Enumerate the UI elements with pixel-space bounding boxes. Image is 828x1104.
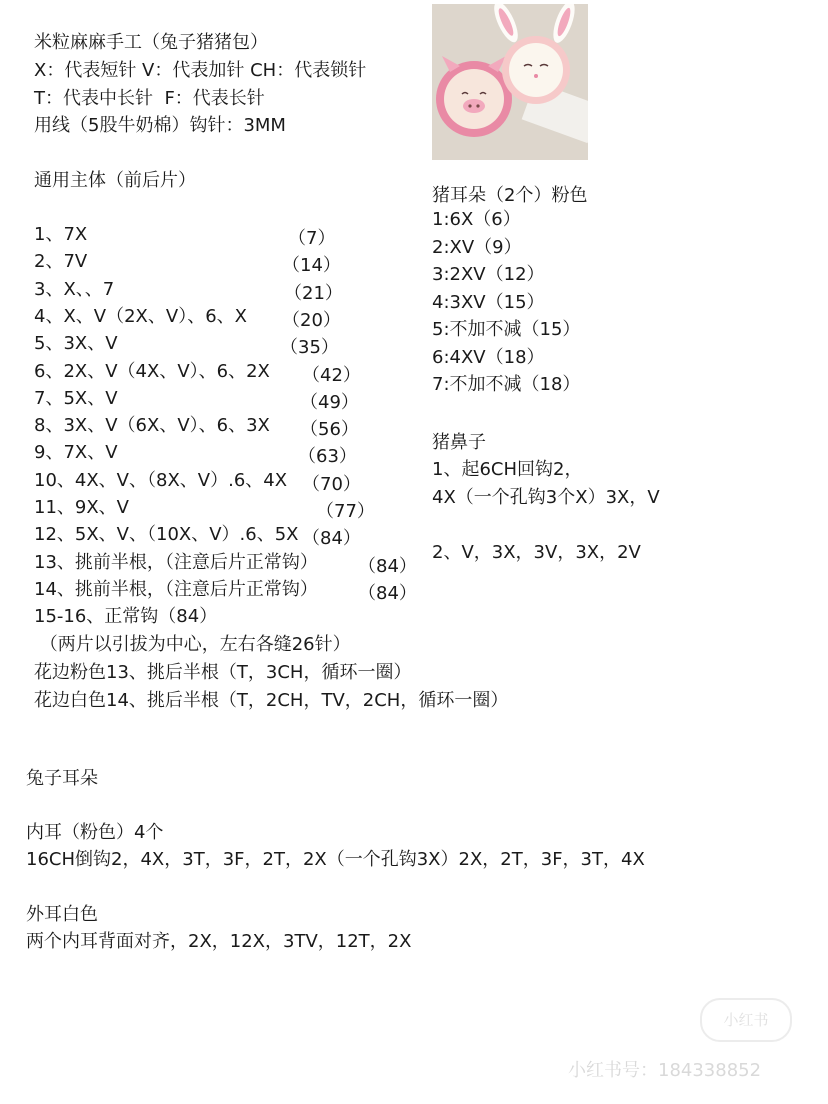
main-row-count: （20） xyxy=(282,309,341,331)
main-row-count: （42） xyxy=(302,364,361,386)
main-row: 7、5X、V xyxy=(34,387,118,409)
inner-ear-row: 16CH倒钩2，4X，3T，3F，2T，2X（一个孔钩3X）2X，2T，3F，3T，4X xyxy=(26,849,645,870)
main-row-count: （84） xyxy=(358,555,417,577)
main-row: 10、4X、V、（8X、V）.6、4X xyxy=(34,469,288,491)
main-row-count: （84） xyxy=(302,528,361,550)
pig-ear-row: 3:2XV（12） xyxy=(432,264,545,285)
main-row-count: （7） xyxy=(288,228,336,249)
main-row: 5、3X、V xyxy=(34,333,118,355)
watermark-id: 小红书号：184338852 xyxy=(568,1060,762,1081)
main-row-count: （63） xyxy=(298,446,357,468)
main-row-count: （77） xyxy=(316,501,375,522)
main-row-count: （14） xyxy=(282,255,341,277)
main-row: 6、2X、V（4X、V）、6、2X xyxy=(34,360,270,382)
edge-pink-row: 花边粉色13、挑后半根（T，3CH，循环一圈） xyxy=(34,662,412,683)
pig-nose-row-1: 1、起6CH回钩2， xyxy=(432,459,583,480)
main-row: 11、9X、V xyxy=(34,497,130,518)
document-title: 米粒麻麻手工（兔子猪猪包） xyxy=(34,32,268,53)
pig-ear-row: 2:XV（9） xyxy=(432,236,522,258)
pig-ear-heading: 猪耳朵（2个）粉色 xyxy=(432,185,588,206)
main-row: 14、挑前半根，（注意后片正常钩） xyxy=(34,578,318,600)
pig-ear-row: 5:不加不减（15） xyxy=(432,319,581,340)
main-row: 4、X、V（2X、V）、6、X xyxy=(34,305,247,327)
pig-nose-row-2: 2、V，3X，3V，3X，2V xyxy=(432,542,641,563)
main-row: 9、7X、V xyxy=(34,442,118,464)
edge-white-row: 花边白色14、挑后半根（T，2CH，TV，2CH，循环一圈） xyxy=(34,690,509,711)
xiaohongshu-logo: 小红书 xyxy=(700,998,792,1042)
main-body-heading: 通用主体（前后片） xyxy=(34,170,196,191)
main-row: 12、5X、V、（10X、V）.6、5X xyxy=(34,524,299,546)
main-row: 8、3X、V（6X、V）、6、3X xyxy=(34,415,270,437)
main-row: 3、X、、7 xyxy=(34,278,115,300)
main-row: 1、7X xyxy=(34,224,88,245)
pig-ear-row: 7:不加不减（18） xyxy=(432,374,581,395)
main-row-count: （84） xyxy=(358,582,417,604)
main-row: 15-16、正常钩（84） xyxy=(34,606,218,628)
product-photo xyxy=(432,4,588,160)
main-row-count: （49） xyxy=(300,391,359,413)
main-row: 2、7V xyxy=(34,251,88,273)
rabbit-ear-heading: 兔子耳朵 xyxy=(26,768,98,789)
main-row-count: （70） xyxy=(302,473,361,495)
outer-ear-heading: 外耳白色 xyxy=(26,904,98,925)
inner-ear-heading: 内耳（粉色）4个 xyxy=(26,822,164,843)
yarn-info: 用线（5股牛奶棉）钩针：3MM xyxy=(34,115,286,136)
pig-ear-row: 4:3XV（15） xyxy=(432,291,545,313)
legend-line-2: T：代表中长针 F：代表长针 xyxy=(34,88,265,109)
main-row: 13、挑前半根，（注意后片正常钩） xyxy=(34,551,318,573)
legend-line-1: X：代表短针 V：代表加针 CH：代表锁针 xyxy=(34,60,367,81)
main-row-count: （56） xyxy=(300,419,359,441)
pig-ear-row: 1:6X（6） xyxy=(432,209,521,230)
sewing-note: （两片以引拔为中心，左右各缝26针） xyxy=(34,634,351,655)
main-row-count: （21） xyxy=(284,282,343,304)
outer-ear-row: 两个内耳背面对齐，2X，12X，3TV，12T，2X xyxy=(26,931,412,952)
pig-nose-row-1b: 4X（一个孔钩3个X）3X，V xyxy=(432,487,660,508)
main-row-count: （35） xyxy=(280,337,339,359)
pig-nose-heading: 猪鼻子 xyxy=(432,432,486,453)
pig-ear-row: 6:4XV（18） xyxy=(432,346,545,368)
